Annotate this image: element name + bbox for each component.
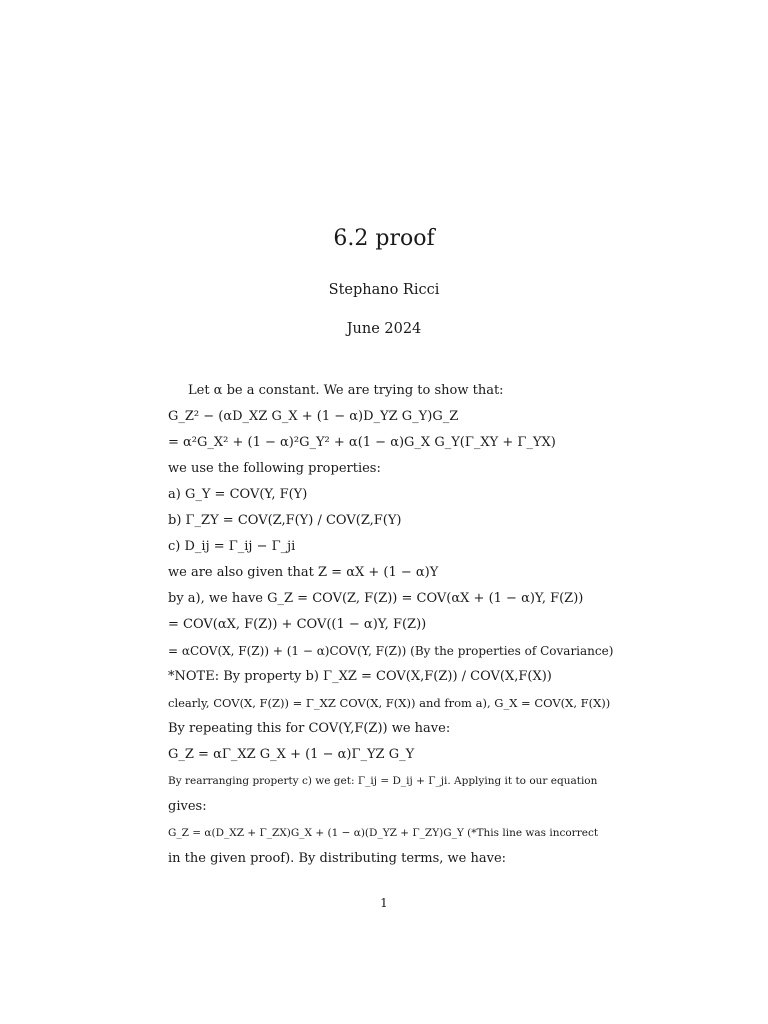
body-line: By repeating this for COV(Y,F(Z)) we have:	[168, 721, 451, 736]
paper-author: Stephano Ricci	[328, 282, 440, 298]
body-line: in the given proof). By distributing terms, we have:	[168, 851, 507, 866]
body-line: Let α be a constant. We are trying to show that:	[188, 383, 504, 398]
body-line: = αCOV(X, F(Z)) + (1 − α)COV(Y, F(Z)) (By the properties of Covariance)	[168, 644, 614, 658]
paper-body	[168, 378, 616, 872]
body-line: c) D_ij = Γ_ij − Γ_ji	[168, 539, 296, 554]
body-line: G_Z = α(D_XZ + Γ_ZX)G_X + (1 − α)(D_YZ + Γ_ZY)G_Y (*This line was incorrect	[168, 827, 599, 839]
body-line: gives:	[168, 799, 207, 814]
body-line: By rearranging property c) we get: Γ_ij = D_ij + Γ_ji. Applying it to our equation	[168, 775, 598, 787]
body-line: by a), we have G_Z = COV(Z, F(Z)) = COV(αX + (1 − α)Y, F(Z))	[168, 591, 584, 606]
body-line: b) Γ_ZY = COV(Z,F(Y) / COV(Z,F(Y)	[168, 513, 402, 528]
body-line: G_Z² − (αD_XZ G_X + (1 − α)D_YZ G_Y)G_Z	[168, 409, 459, 424]
body-line: clearly, COV(X, F(Z)) = Γ_XZ COV(X, F(X)) and from a), G_X = COV(X, F(X))	[168, 696, 611, 710]
body-line: = α²G_X² + (1 − α)²G_Y² + α(1 − α)G_X G_Y(Γ_XY + Γ_YX)	[168, 435, 556, 450]
paper-date: June 2024	[346, 321, 422, 337]
body-line: *NOTE: By property b) Γ_XZ = COV(X,F(Z)) / COV(X,F(X))	[168, 669, 552, 684]
body-line: we are also given that Z = αX + (1 − α)Y	[168, 565, 439, 580]
body-line: a) G_Y = COV(Y, F(Y)	[168, 487, 308, 502]
body-line: we use the following properties:	[168, 461, 381, 476]
page-number: 1	[380, 896, 388, 910]
paper-title: 6.2 proof	[333, 226, 435, 251]
body-line: G_Z = αΓ_XZ G_X + (1 − α)Γ_YZ G_Y	[168, 747, 415, 762]
body-line: = COV(αX, F(Z)) + COV((1 − α)Y, F(Z))	[168, 617, 427, 632]
